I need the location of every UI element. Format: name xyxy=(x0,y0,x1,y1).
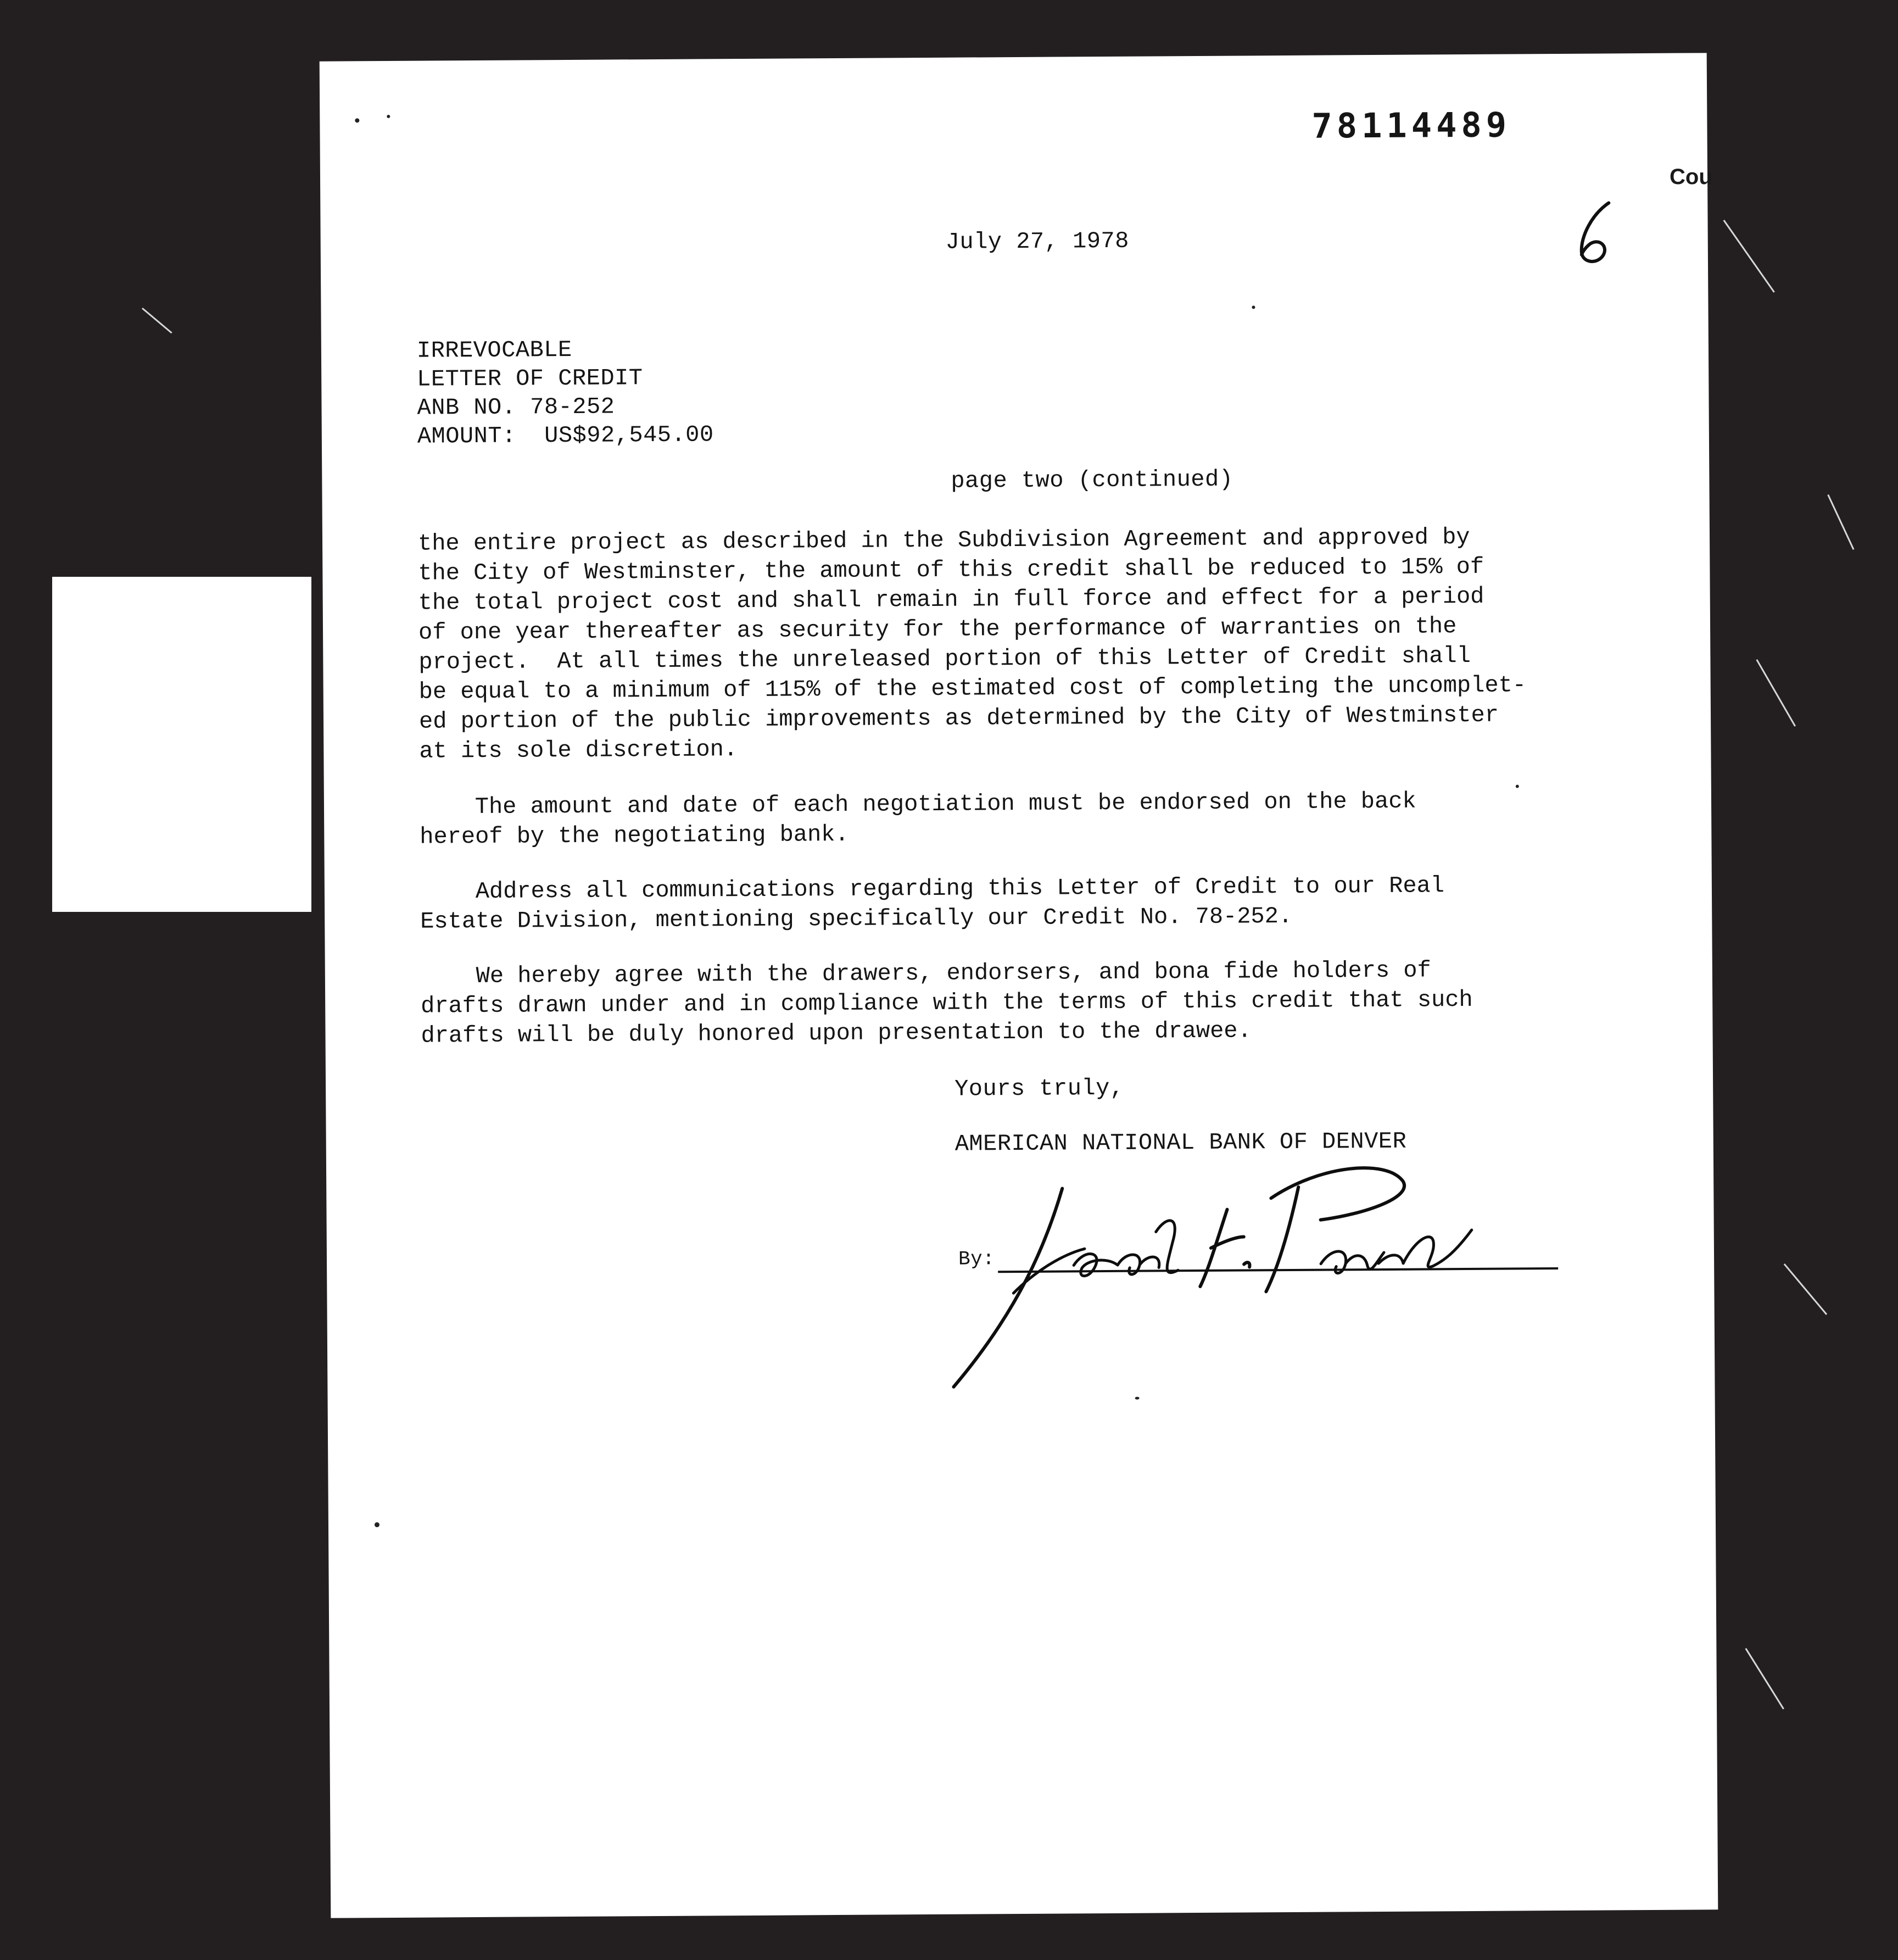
attached-blank-slip xyxy=(52,577,311,912)
heading-line-irrevocable: IRREVOCABLE xyxy=(416,336,572,364)
page-label: page two (continued) xyxy=(951,466,1233,494)
closing-salutation: Yours truly, xyxy=(954,1074,1124,1102)
paragraph-4-line: drafts will be duly honored upon presentation to the drawee. xyxy=(421,1017,1252,1049)
paragraph-1-line: the City of Westminster, the amount of this credit shall be reduced to 15% of xyxy=(418,553,1484,587)
document-number: 78114489 xyxy=(1311,104,1511,146)
heading-line-anb-number: ANB NO. 78-252 xyxy=(417,393,615,421)
paragraph-3-line: Address all communications regarding this Letter of Credit to our Real xyxy=(420,872,1445,905)
paragraph-4-line: We hereby agree with the drawers, endorsers, and bona fide holders of xyxy=(420,957,1431,990)
scan-speck xyxy=(1135,1397,1140,1400)
heading-line-amount: AMOUNT: US$92,545.00 xyxy=(417,421,714,450)
paragraph-1-line: be equal to a minimum of 115% of the estimated cost of completing the uncomplet- xyxy=(418,672,1527,705)
paragraph-4-line: drafts drawn under and in compliance with the terms of this credit that such xyxy=(421,986,1473,1020)
paragraph-3-line: Estate Division, mentioning specifically our Credit No. 78-252. xyxy=(420,903,1293,935)
handwritten-signature xyxy=(936,1153,1487,1409)
scan-speck xyxy=(355,118,359,122)
scan-speck xyxy=(375,1522,379,1527)
edge-text-fragment: Cou xyxy=(1670,165,1712,189)
heading-line-letter-of-credit: LETTER OF CREDIT xyxy=(417,365,643,393)
bank-name: AMERICAN NATIONAL BANK OF DENVER xyxy=(954,1128,1407,1157)
paragraph-1-line: ed portion of the public improvements as determined by the City of Westminster xyxy=(418,701,1499,735)
letter-date: July 27, 1978 xyxy=(945,227,1130,255)
letter-page xyxy=(320,53,1718,1918)
by-label: By: xyxy=(958,1248,995,1271)
paragraph-2-line: hereof by the negotiating bank. xyxy=(420,821,849,850)
paragraph-1-line: the total project cost and shall remain in full force and effect for a period xyxy=(418,583,1484,616)
paragraph-1-line: of one year thereafter as security for the performance of warranties on the xyxy=(418,613,1457,646)
handwritten-page-mark xyxy=(1570,197,1620,269)
paragraph-1-line: the entire project as described in the Subdivision Agreement and approved by xyxy=(417,524,1470,557)
paragraph-1-line: at its sole discretion. xyxy=(419,736,738,765)
scan-speck xyxy=(387,115,390,118)
scan-speck xyxy=(1252,305,1255,309)
paragraph-2-line: The amount and date of each negotiation must be endorsed on the back xyxy=(419,788,1416,821)
scan-speck xyxy=(1516,784,1519,788)
paragraph-1-line: project. At all times the unreleased portion of this Letter of Credit shall xyxy=(418,642,1471,676)
